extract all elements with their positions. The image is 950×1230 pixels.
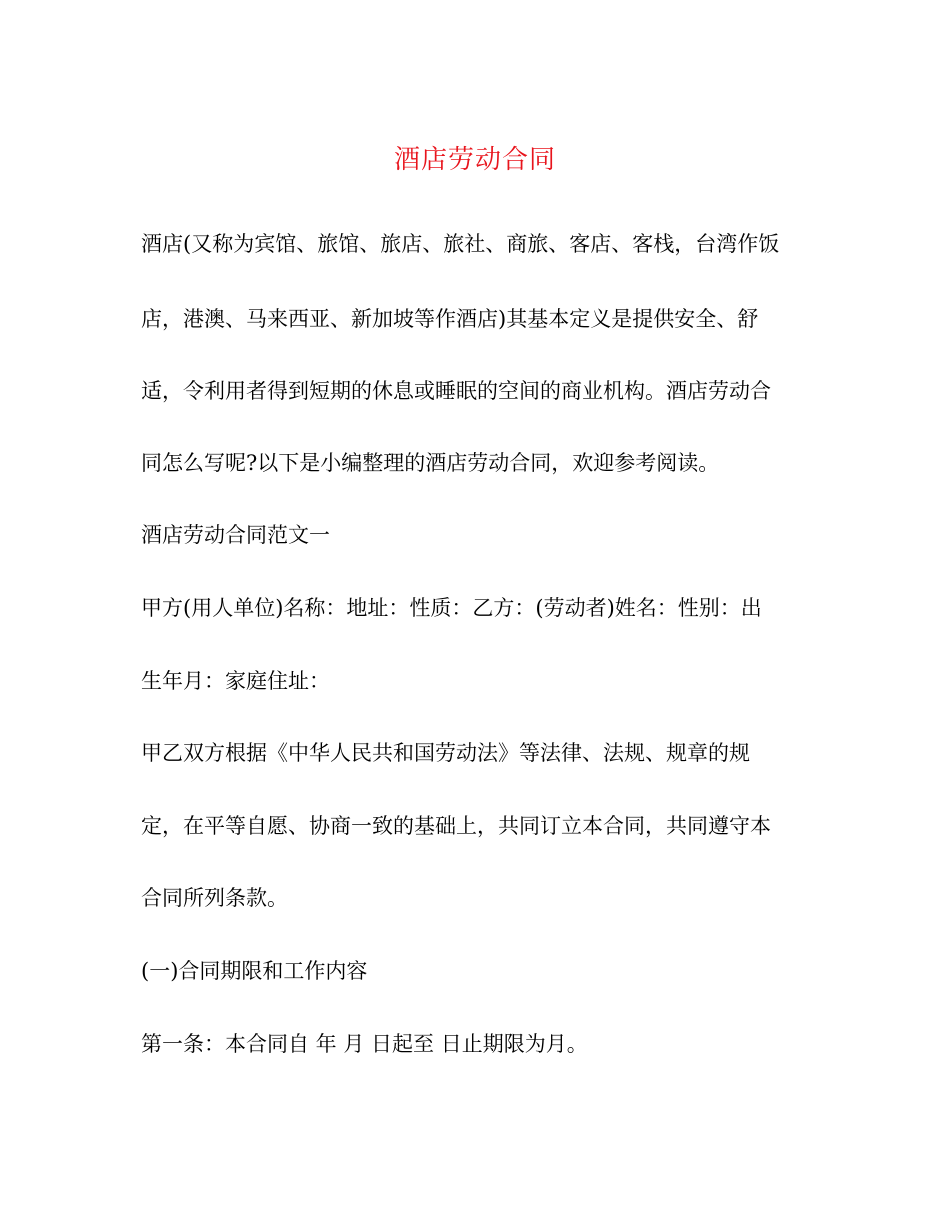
- paragraph-line: 甲乙双方根据《中华人民共和国劳动法》等法律、法规、规章的规: [141, 741, 750, 765]
- section-heading: (一)合同期限和工作内容: [141, 959, 368, 983]
- paragraph-line: 生年月：家庭住址：: [141, 669, 330, 693]
- paragraph-line: 合同所列条款。: [141, 886, 288, 910]
- paragraph-line: 适，令利用者得到短期的休息或睡眠的空间的商业机构。酒店劳动合: [141, 379, 771, 403]
- document-title: 酒店劳动合同: [393, 145, 556, 175]
- paragraph-line: 店，港澳、马来西亚、新加坡等作酒店)其基本定义是提供安全、舒: [141, 307, 759, 331]
- paragraph-line: 第一条：本合同自 年 月 日起至 日止期限为月。: [141, 1032, 588, 1056]
- section-heading: 酒店劳动合同范文一: [141, 523, 330, 547]
- paragraph-line: 甲方(用人单位)名称：地址：性质：乙方：(劳动者)姓名：性别：出: [141, 596, 762, 620]
- paragraph-line: 同怎么写呢?以下是小编整理的酒店劳动合同，欢迎参考阅读。: [141, 451, 720, 475]
- paragraph-line: 定，在平等自愿、协商一致的基础上，共同订立本合同，共同遵守本: [141, 814, 771, 838]
- paragraph-line: 酒店(又称为宾馆、旅馆、旅店、旅社、商旅、客店、客栈，台湾作饭: [141, 232, 780, 256]
